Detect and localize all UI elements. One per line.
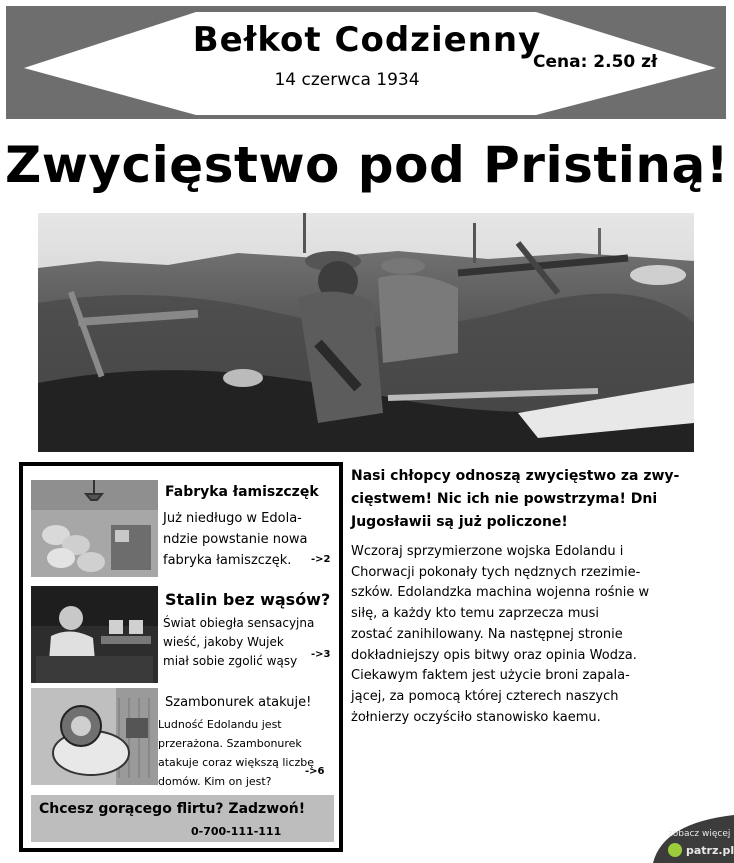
flirt-hotline-ad[interactable] bbox=[31, 795, 334, 842]
item-text-factory: Już niedługo w Edola- ndzie powstanie nowa fabryka łamiszczęk. bbox=[163, 511, 308, 568]
ad-title: Chcesz gorącego flirtu? Zadzwoń! bbox=[39, 801, 306, 817]
article-lead: Nasi chłopcy odnoszą zwycięstwo za zwy- cięstwem! Nic ich nie powstrzyma! Dni Jugosławii są już policzone! bbox=[351, 468, 680, 530]
issue-date: 14 czerwca 1934 bbox=[274, 70, 420, 90]
item-text-sewer-diver: Ludność Edolandu jest przerażona. Szambonurek atakuje coraz większą liczbę domów. Kim on jest? bbox=[158, 718, 315, 788]
sewer-diver-cartoon-thumbnail[interactable] bbox=[31, 688, 158, 785]
page-ref-6[interactable]: ->6 bbox=[305, 766, 325, 777]
item-text-stalin: Świat obiegła sensacyjna wieść, jakoby Wujek miał sobie zgolić wąsy bbox=[163, 616, 315, 668]
page-ref-2[interactable]: ->2 bbox=[311, 554, 331, 565]
ad-phone-number[interactable]: 0-700-111-111 bbox=[191, 825, 282, 838]
watermark-site[interactable]: patrz.pl bbox=[686, 844, 734, 857]
battle-photo bbox=[38, 213, 694, 452]
item-title-factory[interactable]: Fabryka łamiszczęk bbox=[165, 484, 319, 500]
issue-price: Cena: 2.50 zł bbox=[533, 52, 658, 72]
page-ref-3[interactable]: ->3 bbox=[311, 649, 331, 660]
watermark-see-more[interactable]: zobacz więcej bbox=[668, 829, 731, 839]
article-body: Wczoraj sprzymierzone wojska Edolandu i Chorwacji pokonały tych nędznych rzezimie- szków. Edolandzka machina wojenna rośnie w siłę, a każdy kto temu zaprzecza musi zostać zanihilowany. Na następnej stronie dokładniejszy opis bitwy oraz opinia Wodza. Ciekawym faktem jest użycie broni zapala- jącej, za pomocą której czterech naszych żołnierzy oczyściło stanowisko kaemu. bbox=[351, 544, 650, 725]
main-headline: Zwycięstwo pod Pristiną! bbox=[4, 136, 730, 194]
patrz-logo-icon bbox=[668, 843, 682, 857]
news-sidebar bbox=[19, 462, 343, 852]
item-title-sewer-diver[interactable]: Szambonurek atakuje! bbox=[165, 695, 312, 710]
newspaper-title: Bełkot Codzienny bbox=[192, 20, 542, 60]
factory-cartoon-thumbnail[interactable] bbox=[31, 480, 158, 577]
item-title-stalin[interactable]: Stalin bez wąsów? bbox=[165, 590, 331, 609]
stalin-photo-thumbnail[interactable] bbox=[31, 586, 158, 683]
